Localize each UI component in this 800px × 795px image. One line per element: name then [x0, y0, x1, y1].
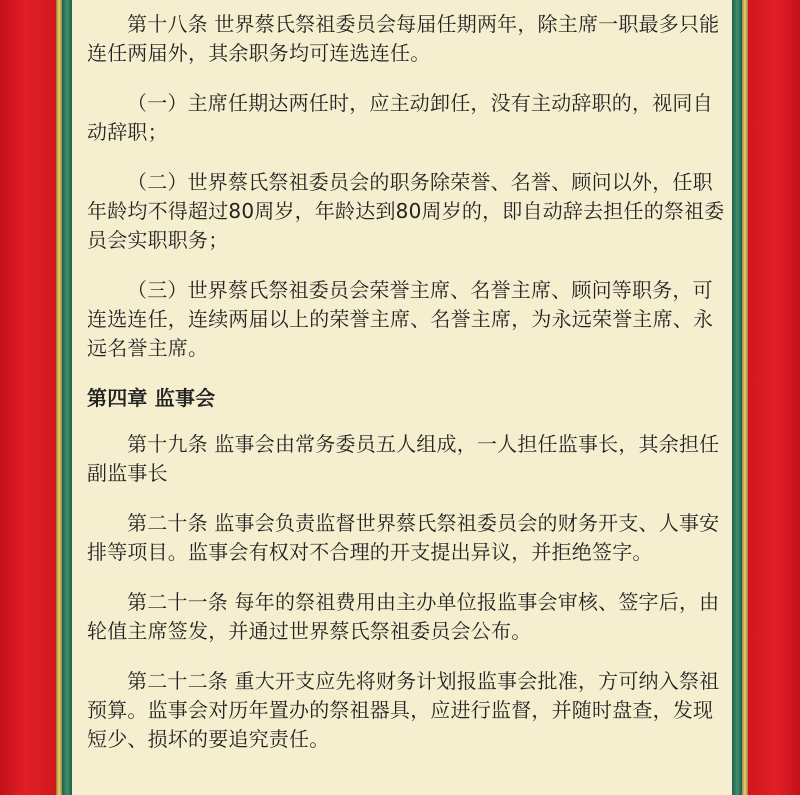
chapter-title: 第四章 监事会	[87, 386, 216, 410]
green-trim-left	[62, 0, 72, 795]
document-body	[87, 10, 727, 775]
article-21: 第二十一条 每年的祭祖费用由主办单位报监事会审核、签字后，由轮值主席签发，并通过世界蔡氏祭祖委员会公布。	[87, 590, 720, 643]
article-18-clause-2: （二）世界蔡氏祭祖委员会的职务除荣誉、名誉、顾问以外，任职年龄均不得超过80周岁，年龄达到80周岁的，即自动辞去担任的祭祖委员会实职职务；	[87, 170, 725, 252]
article-22: 第二十二条 重大开支应先将财务计划报监事会批准，方可纳入祭祖预算。监事会对历年置办的祭祖器具，应进行监督，并随时盘查，发现短少、损坏的要追究责任。	[87, 669, 720, 751]
article-18-clause-3: （三）世界蔡氏祭祖委员会荣誉主席、名誉主席、顾问等职务，可连选连任，连续两届以上的荣誉主席、名誉主席，为永远荣誉主席、永远名誉主席。	[87, 278, 714, 360]
article-18: 第十八条 世界蔡氏祭祖委员会每届任期两年，除主席一职最多只能连任两届外，其余职务均可连选连任。	[87, 12, 720, 65]
red-border-left	[0, 0, 56, 795]
article-18-clause-1: （一）主席任期达两任时，应主动卸任，没有主动辞职的，视同自动辞职；	[87, 91, 713, 144]
article-19: 第十九条 监事会由常务委员五人组成，一人担任监事长，其余担任副监事长	[87, 432, 720, 485]
article-20: 第二十条 监事会负责监督世界蔡氏祭祖委员会的财务开支、人事安排等项目。监事会有权对不合理的开支提出异议，并拒绝签字。	[87, 511, 720, 564]
paper-scroll	[72, 0, 732, 795]
green-trim-right	[732, 0, 742, 795]
red-border-right	[748, 0, 800, 795]
